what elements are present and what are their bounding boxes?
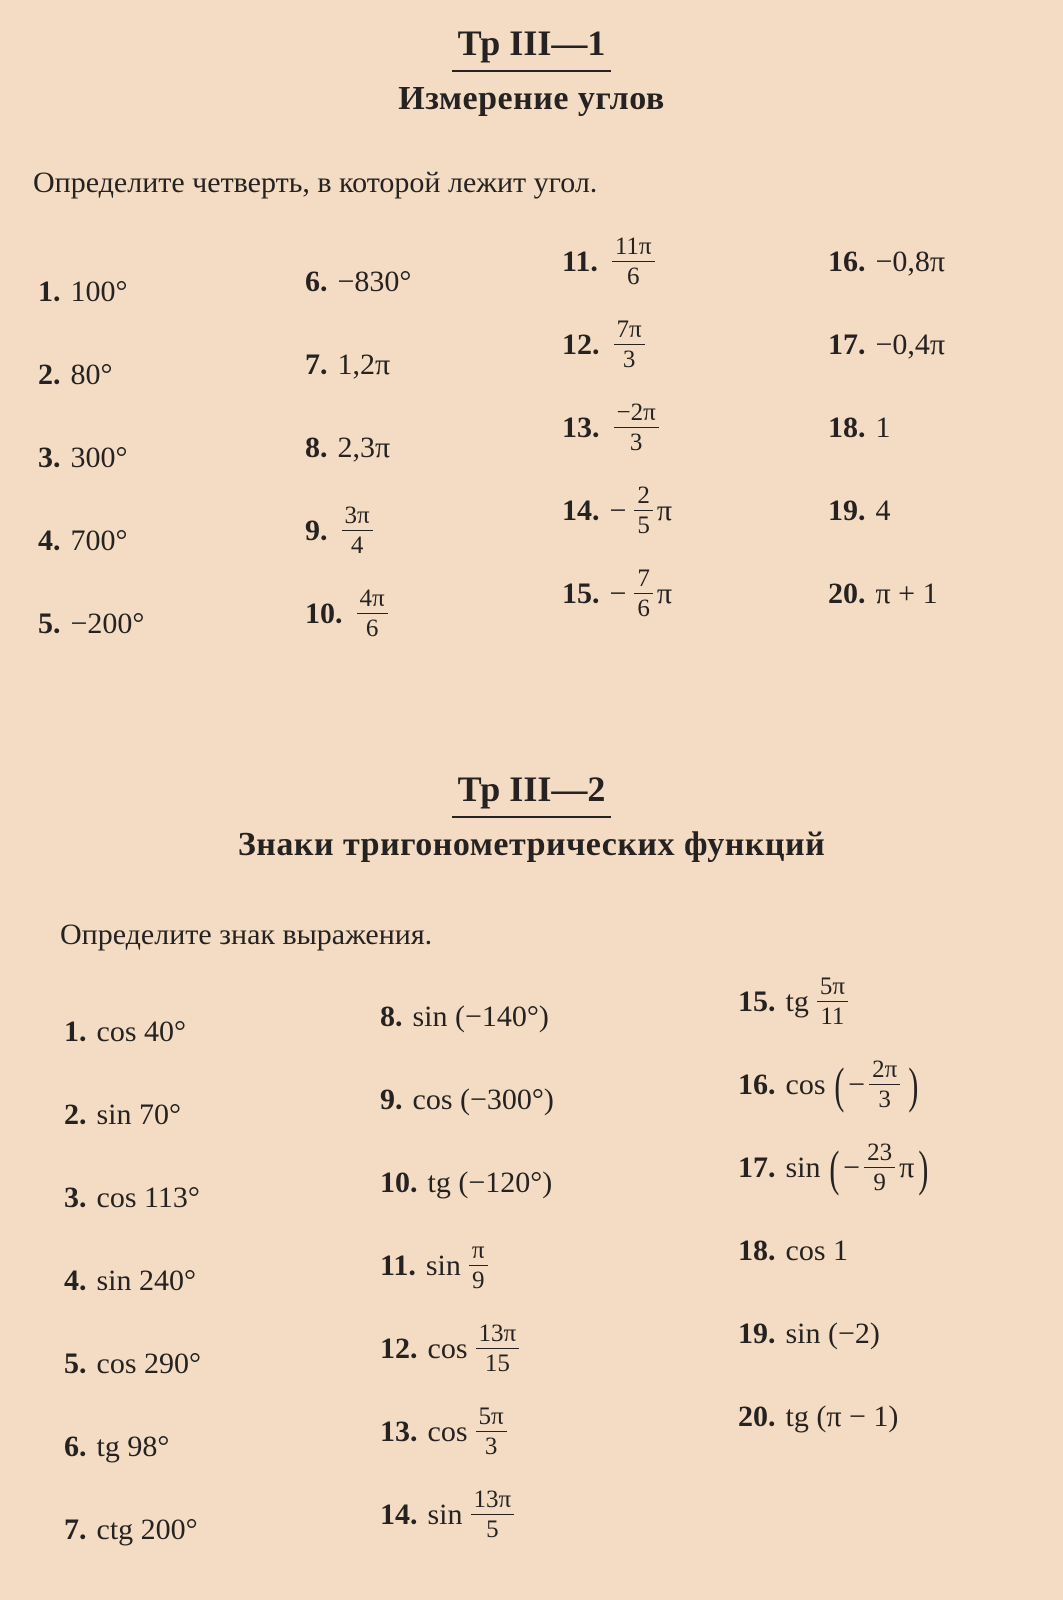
- fraction-denominator: 9: [873, 1169, 886, 1196]
- exercise-expression: tg (−120°): [427, 1165, 553, 1199]
- exercise-expression: sin (−140°): [412, 999, 549, 1033]
- exercise-item: [828, 386, 945, 469]
- fraction-denominator: 5: [637, 512, 650, 539]
- exercise-number: 5.: [38, 606, 61, 640]
- exercise-item: [828, 552, 945, 635]
- exercise-item: [64, 1156, 201, 1239]
- exercise-number: 7.: [64, 1512, 87, 1546]
- exercise-expression: ctg 200°: [96, 1512, 198, 1546]
- fraction: [614, 317, 645, 372]
- exercise-number: 17.: [738, 1150, 776, 1184]
- fraction-numerator: −2π: [614, 400, 659, 428]
- exercise-item: [828, 469, 945, 552]
- fraction: [634, 566, 653, 621]
- exercise-item: [38, 250, 144, 333]
- fraction: [469, 1238, 488, 1293]
- exercise-number: 1.: [64, 1014, 87, 1048]
- exercise-number: 14.: [380, 1497, 418, 1531]
- exercise-number: 6.: [64, 1429, 87, 1463]
- exercise-number: 2.: [38, 357, 61, 391]
- exercise-item: [64, 1073, 201, 1156]
- exercise-item: [380, 1307, 554, 1390]
- section2-column-2: [380, 975, 554, 1556]
- fraction-denominator: 11: [820, 1003, 845, 1030]
- fraction-denominator: 6: [365, 615, 379, 642]
- left-paren: (: [828, 1139, 839, 1196]
- fraction-denominator: 3: [629, 429, 643, 456]
- fraction-numerator: 5π: [476, 1404, 507, 1432]
- exercise-number: 13.: [380, 1414, 418, 1448]
- exercise-item: [562, 220, 672, 303]
- exercise-number: 12.: [562, 327, 600, 361]
- exercise-item: [380, 1473, 554, 1556]
- fraction-numerator: 2: [634, 483, 653, 511]
- exercise-expression: −200°: [70, 606, 145, 640]
- exercise-item: [38, 416, 144, 499]
- section1-title: Тр III—1: [0, 22, 1063, 72]
- exercise-number: 10.: [380, 1165, 418, 1199]
- exercise-expression: −0,8π: [875, 244, 946, 278]
- exercise-expression: 1,2π: [337, 347, 391, 381]
- exercise-item: [562, 469, 672, 552]
- exercise-number: 10.: [305, 596, 343, 630]
- exercise-expression: 1: [875, 410, 891, 444]
- exercise-item: [38, 499, 144, 582]
- section2-column-1: [64, 990, 201, 1571]
- exercise-item: [64, 1488, 201, 1571]
- expression-prefix: −: [609, 493, 627, 527]
- exercise-number: 7.: [305, 347, 328, 381]
- exercise-expression: 100°: [70, 274, 128, 308]
- fraction-denominator: 4: [350, 532, 364, 559]
- exercise-number: 2.: [64, 1097, 87, 1131]
- exercise-expression: −0,4π: [875, 327, 946, 361]
- expression-prefix: sin: [425, 1248, 461, 1282]
- expression-prefix: sin: [427, 1497, 463, 1531]
- exercise-expression: π + 1: [875, 576, 938, 610]
- fraction-denominator: 3: [622, 346, 636, 373]
- exercise-number: 4.: [64, 1263, 87, 1297]
- exercise-number: 19.: [738, 1316, 776, 1350]
- expression-suffix: π: [899, 1150, 915, 1184]
- exercise-item: [380, 1390, 554, 1473]
- exercise-number: 1.: [38, 274, 61, 308]
- exercise-expression: sin 240°: [96, 1263, 197, 1297]
- fraction: [634, 483, 653, 538]
- section1-column-1: [38, 250, 144, 665]
- fraction-numerator: 5π: [817, 974, 848, 1002]
- exercise-expression: sin (−2): [785, 1316, 880, 1350]
- exercise-expression: cos 290°: [96, 1346, 201, 1380]
- exercise-number: 11.: [380, 1248, 416, 1282]
- exercise-number: 6.: [305, 264, 328, 298]
- expression-suffix: π: [656, 576, 673, 610]
- expression-prefix: tg: [785, 984, 809, 1018]
- exercise-number: 17.: [828, 327, 866, 361]
- exercise-expression: sin 70°: [96, 1097, 182, 1131]
- left-paren: (: [833, 1056, 844, 1113]
- exercise-item: [64, 1405, 201, 1488]
- fraction-numerator: 2π: [869, 1057, 900, 1085]
- exercise-item: [738, 1375, 933, 1458]
- exercise-item: [828, 220, 945, 303]
- exercise-item: [305, 406, 411, 489]
- expression-prefix: cos: [427, 1414, 468, 1448]
- exercise-expression: tg 98°: [96, 1429, 170, 1463]
- exercise-expression: tg (π − 1): [785, 1399, 899, 1433]
- exercise-number: 13.: [562, 410, 600, 444]
- exercise-expression: −830°: [337, 264, 412, 298]
- exercise-expression: 300°: [70, 440, 128, 474]
- exercise-item: [38, 582, 144, 665]
- exercise-expression: cos 113°: [96, 1180, 200, 1214]
- fraction: [476, 1404, 507, 1459]
- fraction-numerator: 11π: [612, 234, 655, 262]
- fraction: [342, 503, 373, 558]
- fraction: [471, 1487, 515, 1542]
- exercise-number: 9.: [305, 513, 328, 547]
- exercise-number: 3.: [64, 1180, 87, 1214]
- exercise-item: [64, 1239, 201, 1322]
- section2-instruction: Определите знак выражения.: [60, 918, 433, 951]
- fraction: [864, 1140, 895, 1195]
- section1-column-2: [305, 240, 411, 655]
- fraction: [612, 234, 655, 289]
- fraction-denominator: 3: [878, 1086, 891, 1113]
- exercise-item: [38, 333, 144, 416]
- exercise-expression: 80°: [70, 357, 113, 391]
- exercise-item: [380, 1224, 554, 1307]
- exercise-number: 11.: [562, 244, 598, 278]
- fraction-numerator: 13π: [471, 1487, 515, 1515]
- exercise-number: 15.: [738, 984, 776, 1018]
- exercise-item: [738, 1209, 933, 1292]
- fraction: [614, 400, 659, 455]
- exercise-number: 8.: [380, 999, 403, 1033]
- exercise-item: [738, 1043, 933, 1126]
- exercise-item: [738, 1126, 933, 1209]
- exercise-expression: cos (−300°): [412, 1082, 554, 1116]
- expression-prefix: sin: [785, 1150, 821, 1184]
- exercise-number: 5.: [64, 1346, 87, 1380]
- exercise-number: 16.: [738, 1067, 776, 1101]
- fraction: [357, 586, 388, 641]
- fraction-numerator: 4π: [357, 586, 388, 614]
- expression-sign: −: [843, 1150, 861, 1184]
- fraction-numerator: 3π: [342, 503, 373, 531]
- expression-prefix: cos: [785, 1067, 826, 1101]
- fraction-denominator: 9: [471, 1267, 485, 1294]
- fraction-numerator: 13π: [476, 1321, 520, 1349]
- exercise-number: 9.: [380, 1082, 403, 1116]
- exercise-number: 14.: [562, 493, 600, 527]
- fraction-denominator: 3: [484, 1433, 498, 1460]
- right-paren: ): [908, 1056, 919, 1113]
- section2-title: Тр III—2: [0, 768, 1063, 818]
- exercise-item: [562, 552, 672, 635]
- expression-prefix: cos: [427, 1331, 468, 1365]
- fraction: [869, 1057, 900, 1112]
- section1-subtitle: Измерение углов: [398, 80, 665, 117]
- exercise-item: [380, 1141, 554, 1224]
- expression-sign: −: [848, 1067, 866, 1101]
- exercise-expression: 700°: [70, 523, 128, 557]
- exercise-number: 20.: [828, 576, 866, 610]
- exercise-number: 8.: [305, 430, 328, 464]
- exercise-number: 19.: [828, 493, 866, 527]
- section2-subtitle: Знаки тригонометрических функций: [237, 826, 826, 863]
- fraction-denominator: 6: [637, 595, 650, 622]
- right-paren: ): [918, 1139, 929, 1196]
- fraction-numerator: π: [469, 1238, 488, 1266]
- exercise-item: [305, 572, 411, 655]
- exercise-expression: 4: [875, 493, 891, 527]
- exercise-item: [64, 990, 201, 1073]
- exercise-number: 12.: [380, 1331, 418, 1365]
- exercise-item: [380, 1058, 554, 1141]
- exercise-expression: cos 40°: [96, 1014, 186, 1048]
- fraction: [476, 1321, 520, 1376]
- exercise-item: [305, 323, 411, 406]
- section2-column-3: [738, 960, 933, 1458]
- exercise-item: [64, 1322, 201, 1405]
- fraction-numerator: 7π: [614, 317, 645, 345]
- fraction-denominator: 5: [486, 1516, 499, 1543]
- exercise-expression: 2,3π: [337, 430, 391, 464]
- exercise-item: [305, 489, 411, 572]
- exercise-item: [828, 303, 945, 386]
- fraction-numerator: 7: [634, 566, 653, 594]
- exercise-item: [738, 960, 933, 1043]
- section1-instruction: Определите четверть, в которой лежит угол.: [33, 166, 598, 199]
- expression-prefix: −: [609, 576, 627, 610]
- exercise-item: [380, 975, 554, 1058]
- exercise-number: 18.: [828, 410, 866, 444]
- fraction-denominator: 15: [484, 1350, 510, 1377]
- exercise-item: [738, 1292, 933, 1375]
- exercise-number: 16.: [828, 244, 866, 278]
- exercise-number: 3.: [38, 440, 61, 474]
- expression-suffix: π: [656, 493, 673, 527]
- fraction-denominator: 6: [626, 263, 640, 290]
- section1-column-3: [562, 220, 672, 635]
- fraction-numerator: 23: [864, 1140, 895, 1168]
- exercise-number: 20.: [738, 1399, 776, 1433]
- exercise-number: 18.: [738, 1233, 776, 1267]
- fraction: [817, 974, 848, 1029]
- exercise-number: 4.: [38, 523, 61, 557]
- exercise-number: 15.: [562, 576, 600, 610]
- exercise-expression: cos 1: [785, 1233, 848, 1267]
- section1-column-4: [828, 220, 945, 635]
- exercise-item: [305, 240, 411, 323]
- exercise-item: [562, 303, 672, 386]
- exercise-item: [562, 386, 672, 469]
